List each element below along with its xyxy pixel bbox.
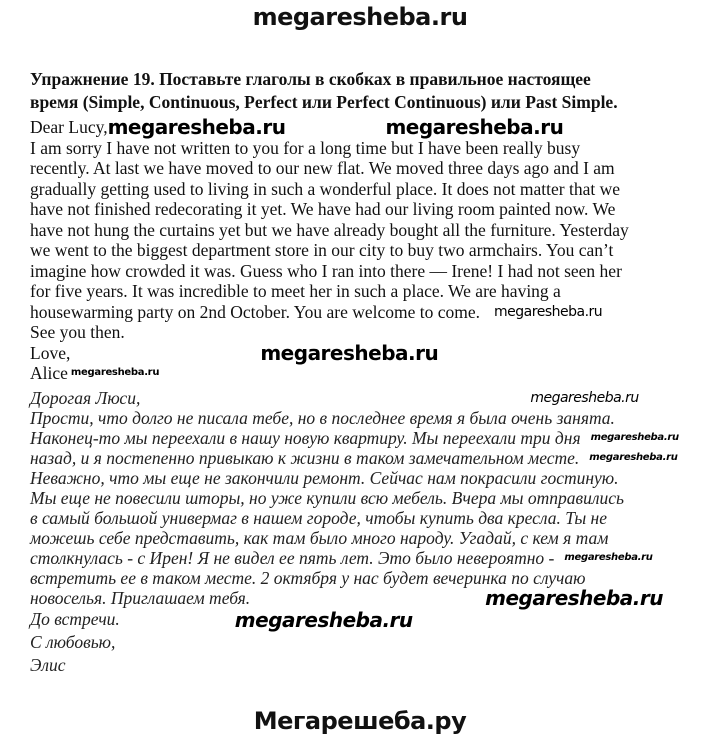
letter-line-row [30,608,720,631]
letter-line: Наконец-то мы переехали в нашу новую квартиру. Мы переехали три дня [30,428,581,448]
letter-line: for five years. It was incredible to meet her in such a place. We are having a [30,281,561,301]
task-line: Упражнение 19. Поставьте глаголы в скобках в правильное настоящее [30,69,591,89]
letter-line: imagine how crowded it was. Guess who I ran into there — Irene! I had not seen her [30,260,622,281]
watermark: megaresheba.ru [485,586,663,610]
header-watermark: megaresheba.ru [252,3,468,31]
letter-line-row [30,302,720,323]
footer-watermark: Мегарешеба.ру [253,707,467,735]
letter-line: назад, и я постепенно привыкаю к жизни в таком замечательном месте. [30,448,580,468]
letter-line: housewarming party on 2nd October. You are welcome to come. [30,301,481,322]
letter-line: Love, [30,342,71,363]
watermark: megaresheba.ru [234,608,413,632]
letter-line-row [30,117,720,138]
letter-line: have not hung the curtains yet but we have already bought all the furniture. Yesterday [30,219,629,240]
task-heading [30,68,710,114]
letter-line-row [30,448,720,468]
letter-line: we went to the biggest department store in our city to buy two armchairs. You can’t [30,240,614,260]
watermark: megaresheba.ru [590,432,679,443]
letter-line: Мы еще не повесили шторы, но уже купили всю мебель. Вчера мы отправились [30,488,624,508]
letter-line-row [30,428,720,448]
letter-line: Элис [30,655,66,675]
task-line: время (Simple, Continuous, Perfect или Perfect Continuous) или Past Simple. [30,92,618,112]
letter-line-row [30,388,720,408]
letter-line: столкнулась - с Ирен! Я не видел ее пять лет. Это было невероятно - [30,548,555,568]
watermark: megaresheba.ru [385,115,564,139]
english-letter [30,117,720,384]
letter-line: Дорогая Люси, [30,388,141,408]
letter-line: Dear Lucy, [30,117,108,137]
letter-line: See you then. [30,322,125,342]
watermark: megaresheba.ru [70,367,160,378]
letter-line: в самый большой универмаг в нашем городе, чтобы купить два кресла. Ты не [30,508,608,528]
letter-line: Неважно, что мы еще не закончили ремонт. Сейчас нам покрасили гостиную. [30,468,619,488]
letter-line-row [30,363,720,384]
watermark: megaresheba.ru [107,115,286,139]
watermark: megaresheba.ru [260,340,439,365]
letter-line: встретить ее в таком месте. 2 октября у нас будет вечеринка по случаю [30,568,586,588]
letter-line: recently. At last we have moved to our new flat. We moved three days ago and I am [30,158,615,178]
russian-letter [30,388,720,677]
letter-line: gradually getting used to living in such a wonderful place. It does not matter that we [30,178,620,199]
watermark: megaresheba.ru [494,303,603,320]
letter-line-row [30,340,720,365]
letter-line: Прости, что долго не писала тебе, но в последнее время я была очень занята. [30,408,615,428]
letter-line: С любовью, [30,632,116,652]
letter-line-row [30,548,720,568]
letter-line: можешь себе представить, как там было много народу. Угадай, с кем я там [30,528,609,548]
letter-line: I am sorry I have not written to you for a long time but I have been really busy [30,137,581,158]
watermark: megaresheba.ru [564,552,653,563]
watermark: megaresheba.ru [589,452,678,463]
letter-line: До встречи. [30,609,120,629]
letter-line: have not finished redecorating it yet. We have had our living room painted now. We [30,199,616,219]
watermark: megaresheba.ru [530,390,639,406]
letter-line: Alice [30,363,68,383]
letter-line: новоселья. Приглашаем тебя. [30,588,251,608]
letter-line-row [30,588,720,608]
